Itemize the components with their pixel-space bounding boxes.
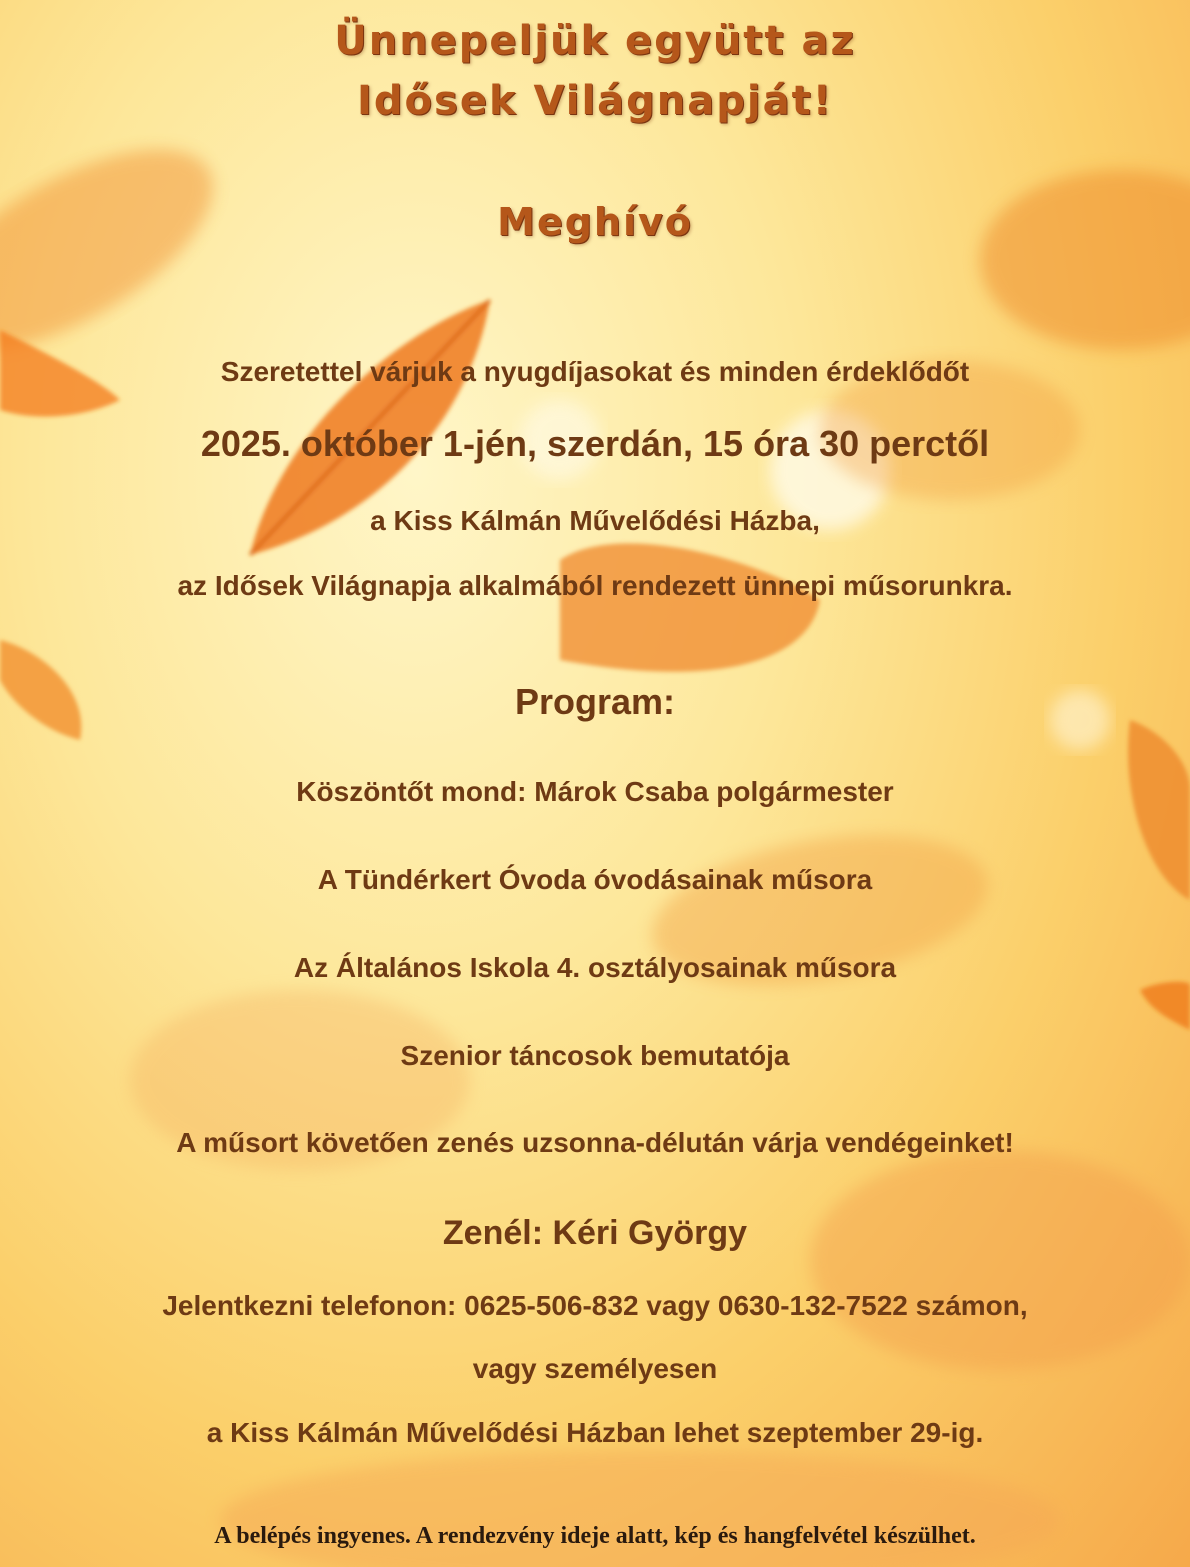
program-item: Köszöntőt mond: Márok Csaba polgármester: [296, 776, 894, 807]
program-heading: Program:: [514, 681, 676, 722]
poster-title-line-2: Idősek Világnapját!: [357, 78, 833, 124]
registration-phone: Jelentkezni telefonon: 0625-506-832 vagy 0630-132-7522 számon,: [162, 1290, 1028, 1321]
program-item: A Tündérkert Óvoda óvodásainak műsora: [317, 864, 873, 895]
event-occasion: az Idősek Világnapja alkalmából rendezett ünnepi műsorunkra.: [177, 570, 1013, 601]
event-venue: a Kiss Kálmán Művelődési Házba,: [370, 505, 820, 536]
footer-note: A belépés ingyenes. A rendezvény ideje alatt, kép és hangfelvétel készülhet.: [214, 1523, 976, 1549]
welcome-text: Szeretettel várjuk a nyugdíjasokat és minden érdeklődőt: [220, 356, 970, 387]
registration-in-person: vagy személyesen: [472, 1353, 718, 1384]
program-item: Szenior táncosok bemutatója: [400, 1040, 790, 1071]
program-item: Az Általános Iskola 4. osztályosainak műsora: [293, 952, 897, 983]
registration-deadline: a Kiss Kálmán Művelődési Házban lehet szeptember 29-ig.: [206, 1417, 984, 1448]
poster-title-line-1: Ünnepeljük együtt az: [334, 18, 856, 64]
invitation-heading: Meghívó: [497, 200, 693, 244]
program-item: A műsort követően zenés uzsonna-délután várja vendégeinket!: [176, 1127, 1014, 1158]
music-performer: Zenél: Kéri György: [442, 1214, 748, 1252]
event-date-time: 2025. október 1-jén, szerdán, 15 óra 30 perctől: [200, 423, 990, 464]
